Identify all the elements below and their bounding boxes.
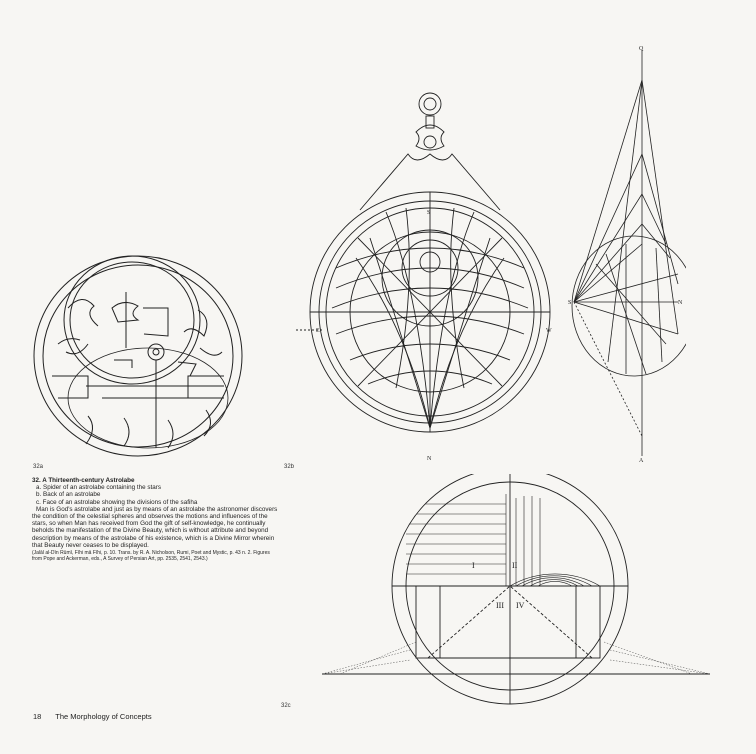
projection-diagram <box>566 44 686 464</box>
astrolabe-back-diagram <box>296 88 556 466</box>
caption-item-a: a. Spider of an astrolabe containing the stars <box>36 484 161 492</box>
figure-32a-spider <box>28 248 248 460</box>
caption-item-b: b. Back of an astrolabe <box>36 491 101 499</box>
quadrant-label-4: IV <box>516 601 525 610</box>
running-title: The Morphology of Concepts <box>55 712 152 721</box>
figure-32a-label: 32a <box>33 464 44 470</box>
page-number: 18 <box>33 712 42 721</box>
quadrant-label-2: II <box>512 561 518 570</box>
quadrant-label-3: III <box>496 601 504 610</box>
caption-item-c: c. Face of an astrolabe showing the divisions of the safiha <box>36 498 198 506</box>
figure-32b-side-projection <box>566 44 686 464</box>
page-footer <box>33 712 152 721</box>
figure-32b-astrolabe-back <box>296 88 556 466</box>
svg-text:S: S <box>427 210 431 216</box>
svg-text:E: E <box>316 328 320 334</box>
figure-32c-safiha <box>320 474 712 706</box>
caption-body: Man is God's astrolabe and just as by means of an astrolabe the astronomer discovers the condition of the celestial spheres and observes the motions and influences of the stars, so when Man has received from God the gift of self-knowledge, he continually beholds the manifestation of the Divine Beauty, which is without attribute and beyond description by means of the astrolabe of his existence, which is a Divine Mirror wherein that Beauty never ceases to be displayed. <box>32 505 278 549</box>
svg-text:W: W <box>546 328 552 334</box>
caption-title: 32. A Thirteenth-century Astrolabe <box>32 477 135 484</box>
figure-32b-label: 32b <box>284 464 295 470</box>
quadrant-label-1: I <box>472 561 475 570</box>
svg-text:Q: Q <box>639 46 644 52</box>
figure-caption <box>32 477 278 562</box>
svg-text:N: N <box>427 456 432 462</box>
safiha-diagram <box>320 474 712 706</box>
figure-32c-label: 32c <box>281 703 291 709</box>
svg-text:S: S <box>568 300 572 306</box>
spider-diagram <box>28 248 248 460</box>
svg-text:N: N <box>678 300 683 306</box>
caption-reference: (Jalāl al-Dīn Rūmī, Fīhi mā Fīhi, p. 10. Trans. by R. A. Nicholson, Rumi, Poet and Mystic, p. 43 n. 2. Figures from Pope and Ackerman, eds., A Survey of Persian Art, pp. 2535, 2541, 2543.) <box>32 550 270 563</box>
svg-text:A: A <box>639 458 644 464</box>
